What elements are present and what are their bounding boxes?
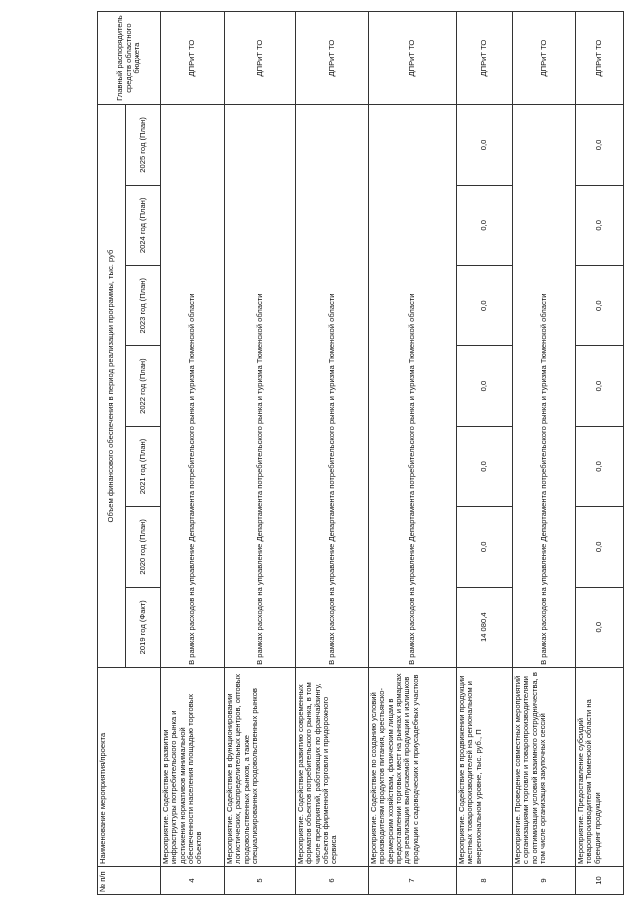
table-row [225,12,296,895]
header-year: 2020 год (План) [126,507,161,587]
row-value: 0,0 [576,105,624,185]
row-num: 10 [576,866,624,894]
row-name: Мероприятие. Содействие по созданию условий производителям продуктов питания, крестьянско-фермерским хозяйствам, физическим лицам в предоставлении торговых мест на рынках и ярмарках для реализации выпускаемой продукции и излишков продукции с садоводческих и приусадебных участков [369,667,457,866]
row-merged-note: В рамках расходов на управление Департамента потребительского рынка и туризма Тюменской области [296,105,369,668]
header-num: № п/п [98,866,161,894]
funding-table [97,11,624,895]
row-name: Мероприятие. Предоставление субсидий товаропроизводителям Тюменской области на брендинг продукции [576,667,624,866]
row-value: 0,0 [457,507,513,587]
row-name: Мероприятие. Содействие в продвижении продукции местных товаропроизводителей на региональном и внерегиональном уровне, тыс. руб., П [457,667,513,866]
row-manager: ДПРиТ ТО [513,12,576,105]
header-name: Наименование мероприятия/проекта [98,667,161,866]
row-value: 14 080,4 [457,587,513,667]
row-name: Мероприятие. Содействие в развитии инфраструктуры потребительского рынка и достижении нормативов минимальной обеспеченности населения площадью торговых объектов [161,667,225,866]
header-manager: Главный распорядитель средств областного бюджета [98,12,161,105]
row-value: 0,0 [457,185,513,265]
row-manager: ДПРиТ ТО [369,12,457,105]
header-year: 2022 год (План) [126,346,161,426]
table-row [369,12,457,895]
table-row [457,12,513,895]
row-merged-note: В рамках расходов на управление Департамента потребительского рынка и туризма Тюменской области [369,105,457,668]
row-num: 7 [369,866,457,894]
row-value: 0,0 [457,105,513,185]
row-manager: ДПРиТ ТО [225,12,296,105]
row-manager: ДПРиТ ТО [296,12,369,105]
row-name: Мероприятие. Содействие в функционировании логистических, распределительных центров, оптовых продовольственных рынков, а также специализированных продовольственных рынков [225,667,296,866]
row-merged-note: В рамках расходов на управление Департамента потребительского рынка и туризма Тюменской области [225,105,296,668]
row-value: 0,0 [576,507,624,587]
row-name: Мероприятие. Проведение совместных мероприятий с организациями торговли и товаропроизводителями по оптимизации условий взаимного сотрудничества, в том числе организация закупочных сессий [513,667,576,866]
row-value: 0,0 [457,266,513,346]
row-num: 6 [296,866,369,894]
row-num: 5 [225,866,296,894]
header-year: 2021 год (План) [126,426,161,506]
row-value: 0,0 [576,346,624,426]
row-value: 0,0 [576,266,624,346]
header-year: 2023 год (План) [126,266,161,346]
header-year: 2019 год (Факт) [126,587,161,667]
row-merged-note: В рамках расходов на управление Департамента потребительского рынка и туризма Тюменской области [161,105,225,668]
row-num: 8 [457,866,513,894]
row-value: 0,0 [576,185,624,265]
row-num: 9 [513,866,576,894]
row-merged-note: В рамках расходов на управление Департамента потребительского рынка и туризма Тюменской области [513,105,576,668]
table-row [513,12,576,895]
header-year: 2024 год (План) [126,185,161,265]
table-row [161,12,225,895]
row-manager: ДПРиТ ТО [161,12,225,105]
rotated-page [97,11,623,895]
row-num: 4 [161,866,225,894]
row-name: Мероприятие. Содействие развитию современных форматов объектов потребительского рынка, в том числе предприятий, работающих по франчайзингу, объектов фирменной торговли и придорожного сервиса [296,667,369,866]
row-manager: ДПРиТ ТО [576,12,624,105]
row-value: 0,0 [457,346,513,426]
table-row [296,12,369,895]
header-funding: Объем финансового обеспечения в период реализации программы, тыс. руб [98,105,126,668]
row-manager: ДПРиТ ТО [457,12,513,105]
row-value: 0,0 [576,587,624,667]
row-value: 0,0 [457,426,513,506]
header-year: 2025 год (План) [126,105,161,185]
table-row [576,12,624,895]
row-value: 0,0 [576,426,624,506]
